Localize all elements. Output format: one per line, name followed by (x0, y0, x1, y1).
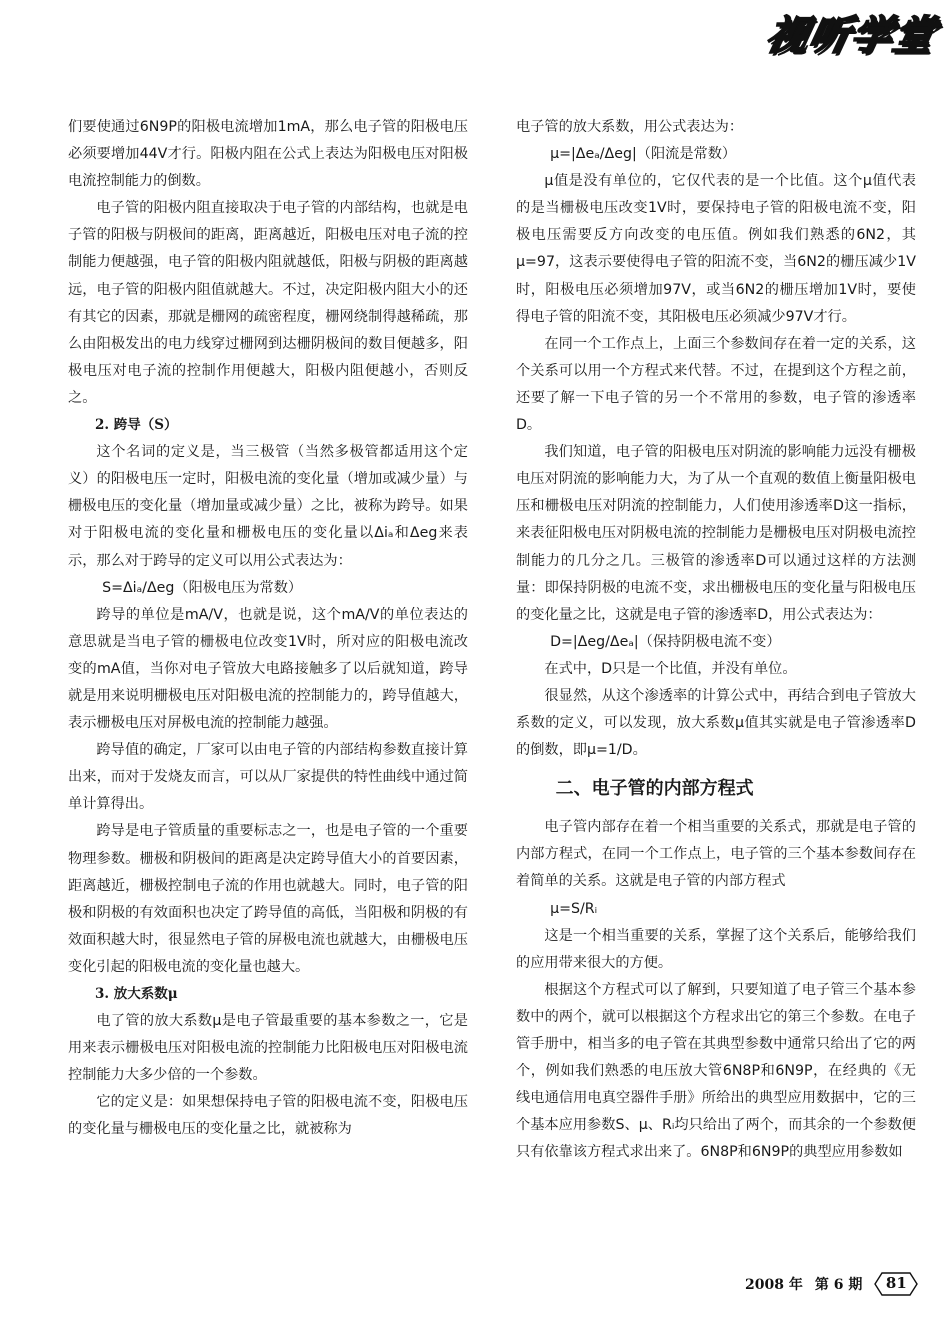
formula-internal-equation: μ=S/Rᵢ (550, 900, 598, 917)
formula-amplification: μ=|Δeₐ/Δeg|（阳流是常数） (550, 146, 737, 163)
footer-year: 2008 年 (745, 1277, 803, 1293)
paragraph: μ值是没有单位的，它仅代表的是一个比值。这个μ值代表的是当栅极电压改变1V时，要保持电子管的阳极电流不变，阳极电压需要反方向改变的电压值。例如我们熟悉的6N2，其μ=97，这表示要使得电子管的阳流不变，当6N2的栅压减少1V时，阳极电压必须增加97V，或当6N2的栅压增加1V时，要使得电子管的阳流不变，其阳极电压必须减少97V才行。 (516, 173, 916, 325)
paragraph: 跨导是电子管质量的重要标志之一，也是电子管的一个重要物理参数。栅极和阴极间的距离是决定跨导值大小的首要因素，距离越近，栅极控制电子流的作用也就越大。同时，电子管的阳极和阴极的有效面积也决定了跨导值的高低，当阳极和阴极的有效面积越大时，很显然电子管的屏极电流也就越大，由栅极电压变化引起的阳极电流的变化量也越大。 (68, 823, 468, 975)
paragraph: 电子管内部存在着一个相当重要的关系式，那就是电子管的内部方程式，在同一个工作点上，电子管的三个基本参数间存在着简单的关系。这就是电子管的内部方程式 (516, 819, 916, 890)
paragraph: 电了管的放大系数μ是电子管最重要的基本参数之一，它是用来表示栅极电压对阳极电流的控制能力比阳极电压对阳极电流控制能力大多少倍的一个参数。 (68, 1013, 468, 1084)
footer-issue: 第 6 期 (814, 1277, 863, 1293)
page-number: 81 (885, 1274, 907, 1292)
paragraph: 跨导的单位是mA/V，也就是说，这个mA/V的单位表达的意思就是当电子管的栅极电位改变1V时，所对应的阳极电流改变的mA值，当你对电子管放大电路接触多了以后就知道，跨导就是用来说明栅极电压对阳极电流的控制能力的，跨导值越大，表示栅极电压对屏极电流的控制能力越强。 (68, 606, 468, 732)
paragraph: 我们知道，电子管的阳极电压对阴流的影响能力远没有栅极电压对阴流的影响能力大，为了从一个直观的数值上衡量阳极电压和栅极电压对阴流的控制能力，人们使用渗透率D这一指标，来表征阳极电压对阴极电流的控制能力是栅极电压对阴极电流控制能力的几分之几。三极管的渗透率D可以通过这样的方法测量：即保持阴极的电流不变，求出栅极电压的变化量与阳极电压的变化量之比，这就是电子管的渗透率D，用公式表达为： (516, 444, 916, 623)
paragraph: 电子管的放大系数，用公式表达为： (516, 119, 744, 135)
right-column (516, 114, 916, 1166)
paragraph: 在式中，D只是一个比值，并没有单位。 (544, 660, 797, 677)
paragraph: 很显然，从这个渗透率的计算公式中，再结合到电子管放大系数的定义，可以发现，放大系数μ值其实就是电子管渗透率D的倒数，即μ=1/D。 (516, 687, 916, 759)
paragraph: 它的定义是：如果想保持电子管的阳极电流不变，阳极电压的变化量与栅极电压的变化量之比，就被称为 (68, 1094, 468, 1138)
formula-permeability: D=|Δeg/Δeₐ|（保持阴极电流不变） (550, 633, 781, 650)
left-column (68, 114, 468, 1144)
page-footer (745, 1272, 918, 1296)
paragraph: 这个名词的定义是，当三极管（当然多极管都适用这个定义）的阳极电压一定时，阳极电流的变化量（增加或减少量）与栅极电压的变化量（增加量或减少量）之比，被称为跨导。如果对于阳极电流的变化量和栅极电压的变化量以Δiₐ和Δeg来表示，那么对于跨导的定义可以用公式表达为： (68, 444, 468, 569)
subheading-transconductance: 2. 跨导（S） (95, 417, 178, 434)
paragraph: 们要使通过6N9P的阳极电流增加1mA，那么电子管的阳极电压必须要增加44V才行。阳极内阻在公式上表达为阳极电压对阳极电流控制能力的倒数。 (68, 119, 468, 190)
formula-transconductance: S=Δiₐ/Δeg（阳极电压为常数） (102, 579, 303, 596)
section-heading: 二、电子管的内部方程式 (555, 778, 754, 800)
paragraph: 电子管的阳极内阻直接取决于电子管的内部结构，也就是电子管的阳极与阴极间的距离，距离越近，阳极电压对电子流的控制能力便越强，电子管的阳极内阻就越低，阳极与阴极的距离越远，电子管的阳极内阻值就越大。不过，决定阳极内阻大小的还有其它的因素，那就是栅网的疏密程度，栅网绕制得越稀疏，那么由阳极发出的电力线穿过栅网到达栅阴极间的数目便越多，阳极电压对电子流的控制作用便越大，阳极内阻便越小，否则反之。 (68, 200, 468, 406)
page-number-badge (874, 1272, 918, 1296)
paragraph: 在同一个工作点上，上面三个参数间存在着一定的关系，这个关系可以用一个方程式来代替。不过，在提到这个方程之前，还要了解一下电子管的另一个不常用的参数，电子管的渗透率D。 (516, 335, 916, 434)
paragraph: 这是一个相当重要的关系，掌握了这个关系后，能够给我们的应用带来很大的方便。 (516, 927, 916, 971)
paragraph: 根据这个方程式可以了解到，只要知道了电子管三个基本参数中的两个，就可以根据这个方程求出它的第三个参数。在电子管手册中，相当多的电子管在其典型参数中通常只给出了它的两个，例如我们熟悉的电压放大管6N8P和6N9P，在经典的《无线电通信用电真空器件手册》所给出的典型应用数据中，它的三个基本应用参数S、μ、Rᵢ均只给出了两个，而其余的一个参数便只有依靠该方程式求出来了。6N8P和6N9P的典型应用参数如 (516, 981, 916, 1161)
column-logo: 视听学堂 (762, 13, 941, 59)
paragraph: 跨导值的确定，厂家可以由电子管的内部结构参数直接计算出来，而对于发烧友而言，可以从厂家提供的特性曲线中通过简单计算得出。 (68, 742, 468, 813)
subheading-amplification: 3. 放大系数μ (95, 986, 178, 1002)
